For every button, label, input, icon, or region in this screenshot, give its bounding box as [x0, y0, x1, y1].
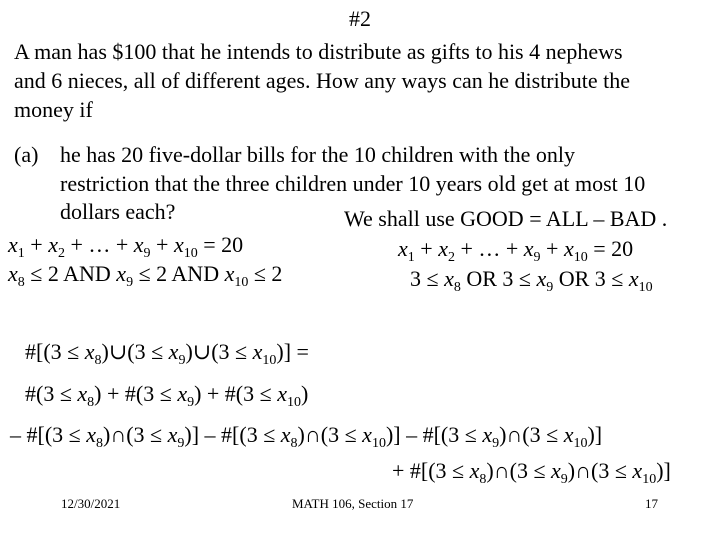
var-x: x [8, 261, 18, 286]
subscript: 9 [177, 436, 185, 451]
var-x: x [252, 339, 263, 364]
subscript: 8 [87, 395, 95, 410]
math-text: + [24, 232, 49, 257]
good-condition [8, 261, 283, 290]
union-count-line [25, 339, 309, 368]
var-x: x [224, 261, 235, 286]
math-text: )∩(3 ≤ [297, 422, 363, 447]
problem-line-1: A man has $100 that he intends to distribute as gifts to his 4 nephews [14, 39, 623, 64]
var-x: x [482, 422, 493, 447]
triple-term-line [392, 458, 671, 487]
slide-number: #2 [349, 6, 371, 31]
math-text: ≤ 2 AND [133, 261, 225, 286]
subscript: 10 [573, 436, 588, 451]
subscript: 8 [479, 472, 487, 487]
math-text: + [414, 236, 439, 261]
var-x: x [563, 422, 574, 447]
var-x: x [116, 261, 127, 286]
subscript: 2 [447, 250, 455, 265]
math-text: OR 3 ≤ [460, 266, 537, 291]
math-text: – #[(3 ≤ [10, 422, 87, 447]
var-x: x [469, 458, 480, 483]
var-x: x [77, 381, 88, 406]
var-x: x [86, 422, 96, 447]
var-x: x [632, 458, 643, 483]
good-all-bad-note: We shall use GOOD = ALL – BAD . [344, 206, 668, 231]
math-text: )] = [276, 339, 309, 364]
math-text: )] [587, 422, 603, 447]
subscript: 10 [573, 250, 588, 265]
math-text: )∪(3 ≤ [101, 339, 169, 364]
math-text: 3 ≤ [410, 266, 445, 291]
footer-course: MATH 106, Section 17 [292, 496, 414, 511]
math-text: + … + [64, 232, 134, 257]
var-x: x [280, 422, 291, 447]
math-text: )∩(3 ≤ [499, 422, 564, 447]
var-x: x [523, 236, 534, 261]
math-text: + [540, 236, 564, 261]
subscript: 10 [638, 280, 653, 295]
subscript: 8 [94, 353, 102, 368]
math-text: )∩(3 ≤ [486, 458, 552, 483]
subscript: 1 [17, 246, 25, 261]
math-text: )] – #[(3 ≤ [184, 422, 281, 447]
subscript: 8 [290, 436, 298, 451]
math-text: ≤ 2 [248, 261, 283, 286]
subscript: 9 [533, 250, 541, 265]
subscript: 9 [143, 246, 151, 261]
math-text: ≤ 2 AND [24, 261, 117, 286]
problem-line-3: money if [14, 97, 93, 122]
var-x: x [48, 232, 58, 257]
var-x: x [167, 422, 178, 447]
footer-date: 12/30/2021 [61, 496, 121, 511]
math-text: ) + #(3 ≤ [194, 381, 278, 406]
part-a-label: (a) [14, 142, 39, 167]
var-x: x [444, 266, 454, 291]
subscript: 9 [546, 280, 554, 295]
var-x: x [438, 236, 448, 261]
var-x: x [173, 232, 184, 257]
subscript: 10 [234, 275, 249, 290]
math-text: OR 3 ≤ [553, 266, 629, 291]
part-a-line-3: dollars each? [60, 199, 176, 224]
subscript: 9 [492, 436, 500, 451]
math-text: )] [656, 458, 671, 483]
problem-line-2: and 6 nieces, all of different ages. How any ways can he distribute the [14, 68, 630, 93]
subscript: 8 [453, 280, 461, 295]
math-text: ) [300, 381, 309, 406]
subscript: 10 [371, 436, 386, 451]
var-x: x [133, 232, 144, 257]
math-text: = 20 [197, 232, 244, 257]
var-x: x [177, 381, 188, 406]
var-x: x [551, 458, 561, 483]
pairwise-terms-line [10, 422, 603, 451]
subscript: 1 [407, 250, 415, 265]
math-text: )] – #[(3 ≤ [385, 422, 483, 447]
bad-condition [410, 266, 653, 295]
math-text: #[(3 ≤ [25, 339, 85, 364]
part-a-line-2: restriction that the three children under 10 years old get at most 10 [60, 171, 646, 196]
var-x: x [362, 422, 372, 447]
math-text: )∩(3 ≤ [567, 458, 633, 483]
var-x: x [168, 339, 179, 364]
var-x: x [277, 381, 287, 406]
math-text: + #[(3 ≤ [392, 458, 470, 483]
var-x: x [536, 266, 547, 291]
single-terms-line [25, 381, 309, 410]
subscript: 9 [178, 353, 186, 368]
subscript: 9 [187, 395, 195, 410]
math-text: #(3 ≤ [25, 381, 78, 406]
math-text: )∪(3 ≤ [185, 339, 253, 364]
subscript: 8 [17, 275, 25, 290]
bad-equation [398, 236, 634, 265]
subscript: 10 [642, 472, 657, 487]
math-text: ) + #(3 ≤ [94, 381, 178, 406]
all-equation [8, 232, 244, 261]
part-a-line-1: he has 20 five-dollar bills for the 10 children with the only [60, 142, 576, 167]
var-x: x [628, 266, 639, 291]
math-text: + [150, 232, 174, 257]
var-x: x [398, 236, 408, 261]
subscript: 9 [126, 275, 134, 290]
math-text: )∩(3 ≤ [103, 422, 168, 447]
math-text: = 20 [587, 236, 634, 261]
subscript: 10 [286, 395, 301, 410]
subscript: 8 [96, 436, 103, 451]
var-x: x [84, 339, 95, 364]
subscript: 10 [262, 353, 277, 368]
subscript: 10 [183, 246, 198, 261]
var-x: x [563, 236, 574, 261]
var-x: x [8, 232, 18, 257]
subscript: 9 [560, 472, 568, 487]
math-text: + … + [454, 236, 524, 261]
subscript: 2 [57, 246, 65, 261]
footer-page-number: 17 [645, 496, 658, 511]
